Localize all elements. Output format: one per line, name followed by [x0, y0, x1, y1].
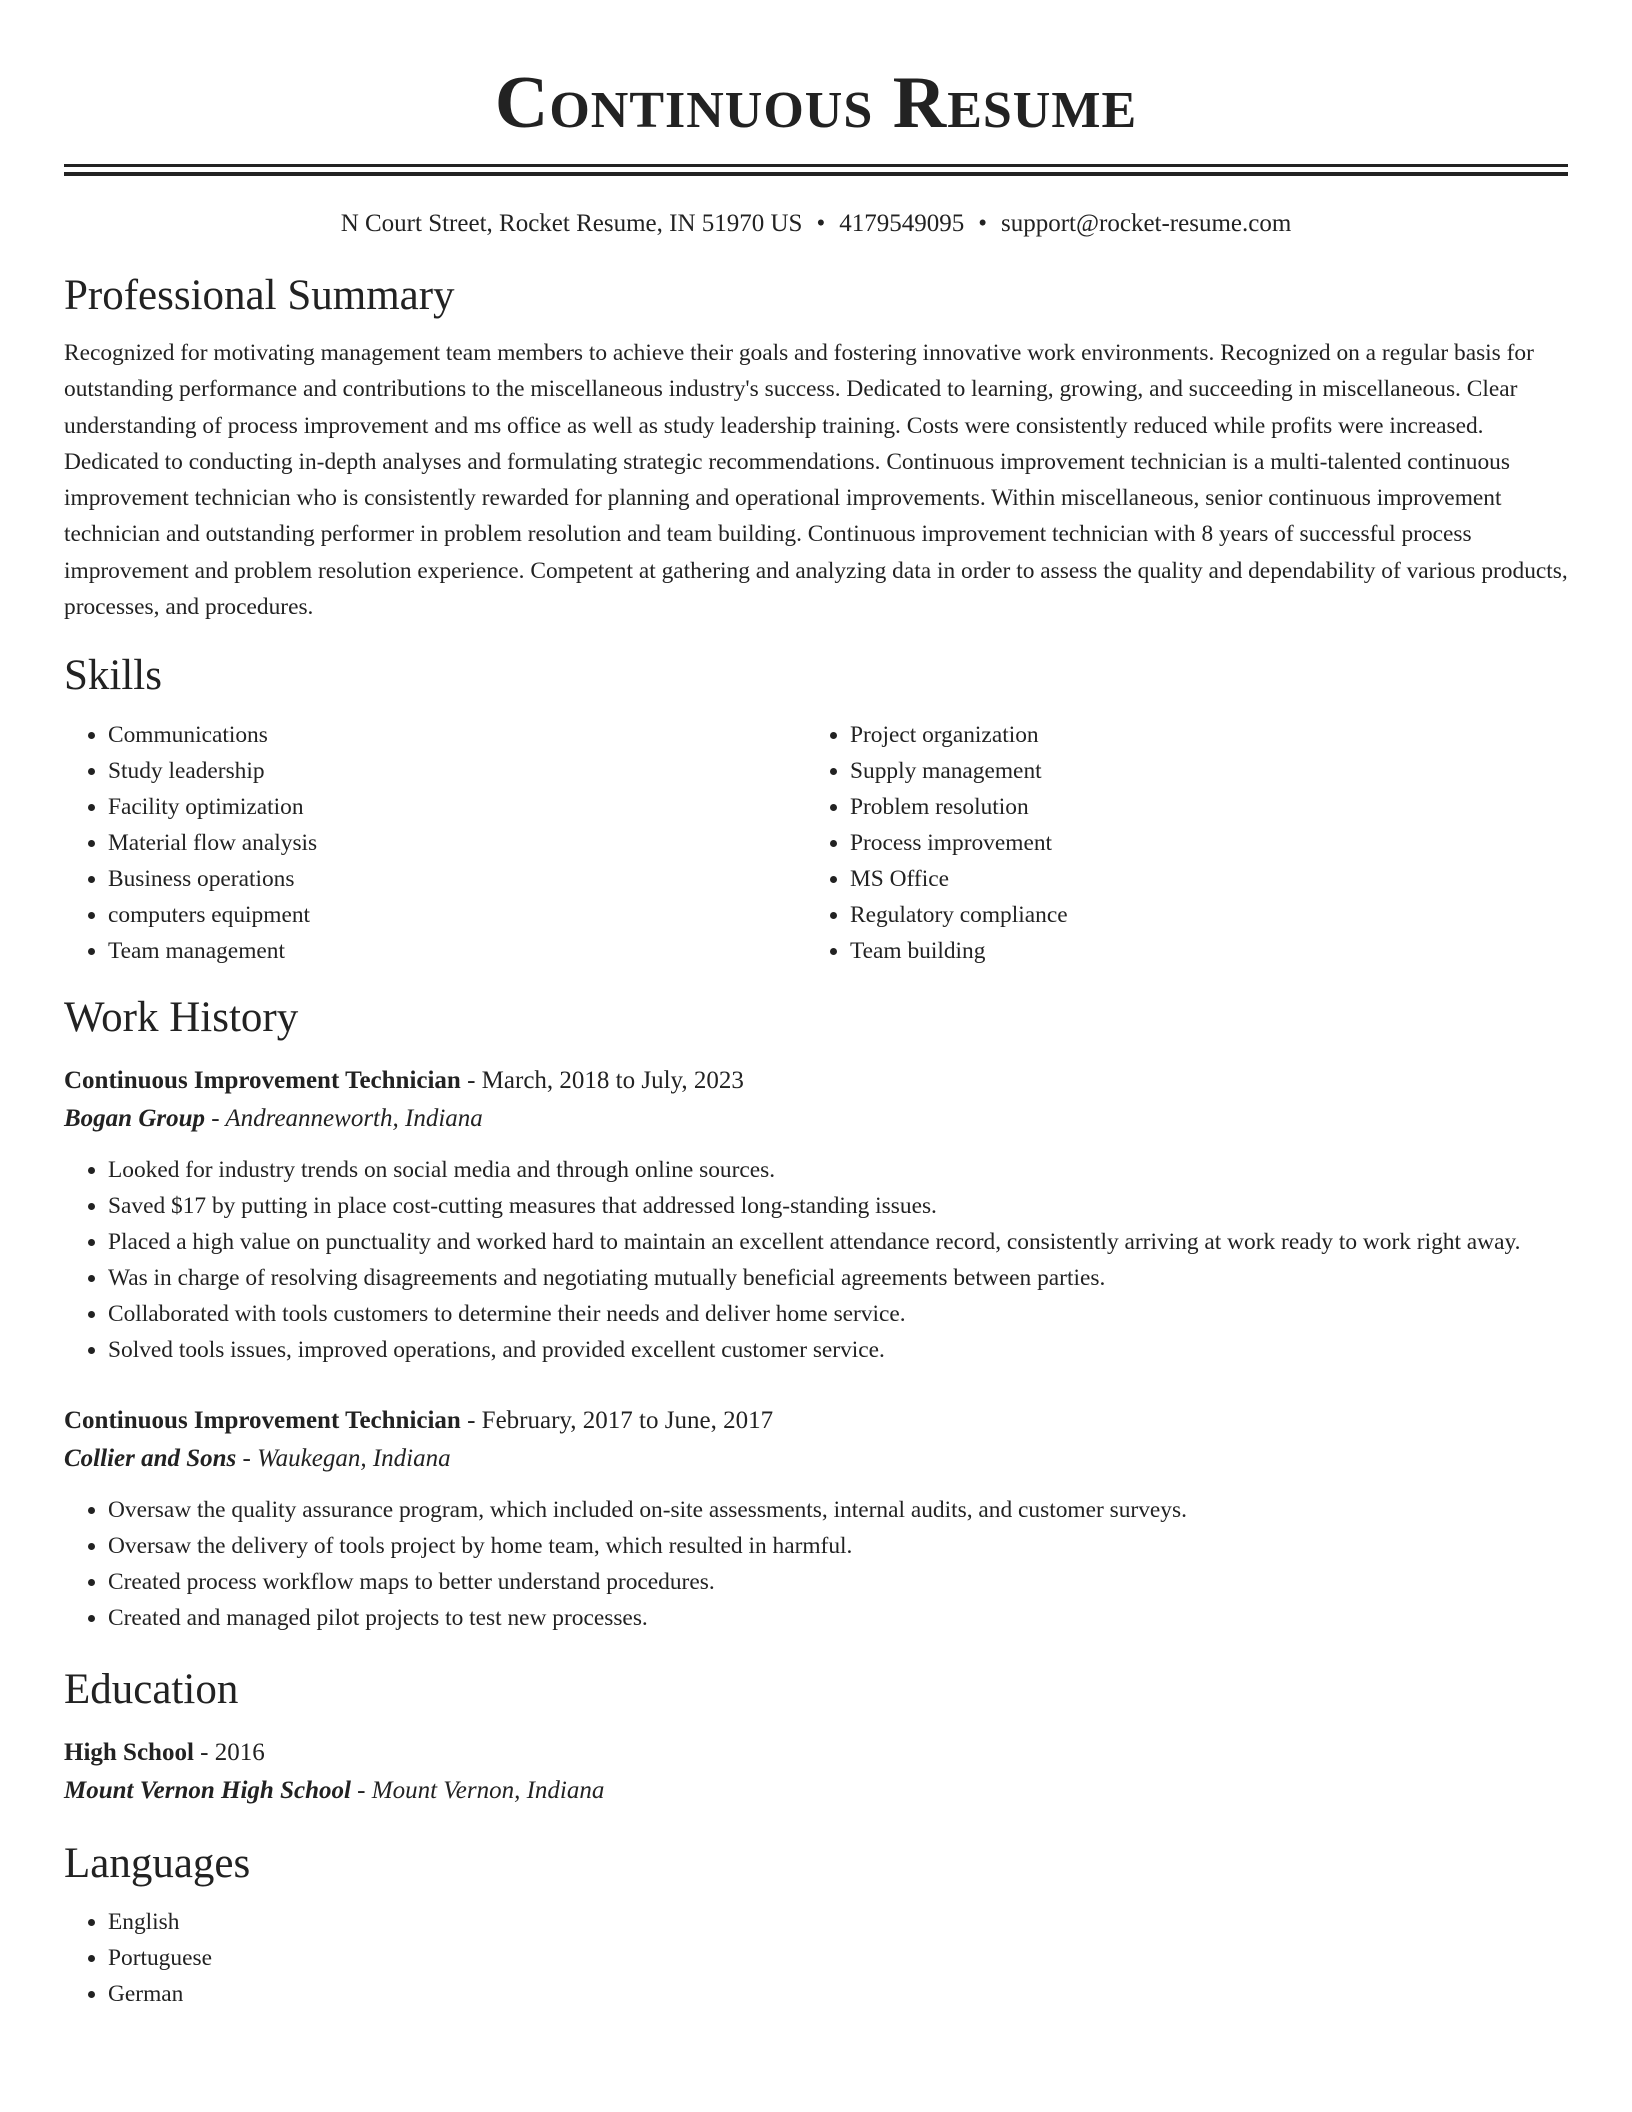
summary-section	[64, 270, 1568, 625]
work-history-section	[64, 992, 1568, 1636]
job-title-line	[64, 1402, 1568, 1440]
contact-email: support@rocket-resume.com	[1001, 210, 1292, 237]
job-duty: • Oversaw the quality assurance program, which included on-site assessments, internal audits, and customer surveys.	[108, 1492, 1568, 1528]
job-dash: -	[236, 1445, 258, 1473]
skill-item: • computers equipment	[108, 897, 806, 933]
languages-section	[64, 1838, 1568, 2012]
contact-line	[64, 206, 1568, 242]
job-duty: • Created and managed pilot projects to test new processes.	[108, 1600, 1568, 1636]
skills-heading: Skills	[64, 652, 162, 700]
job-duties-list	[64, 1152, 1568, 1368]
skills-columns	[64, 717, 1568, 969]
job-location: Andreanneworth, Indiana	[225, 1105, 483, 1133]
summary-text: Recognized for motivating management team members to achieve their goals and fostering innovative work environments. Recognized on a regular basis for outstanding performance and contributions to the miscellaneous industry's success. Dedicated to learning, growing, and succeeding in miscellaneous. Clear understanding of process improvement and ms office as well as study leadership training. Costs were consistently reduced while profits were increased. Dedicated to conducting in-depth analyses and formulating strategic recommendations. Continuous improvement technician is a multi-talented continuous improvement technician who is consistently rewarded for planning and operational improvements. Within miscellaneous, senior continuous improvement technician and outstanding performer in problem resolution and team building. Continuous improvement technician with 8 years of successful process improvement and problem resolution experience. Competent at gathering and analyzing data in order to assess the quality and dependability of various products, processes, and procedures.	[64, 340, 1568, 621]
skills-left-list	[64, 717, 806, 969]
job-duty: • Saved $17 by putting in place cost-cutting measures that addressed long-standing issues.	[108, 1188, 1568, 1224]
language-item: • German	[108, 1976, 1568, 2012]
skill-item: • Communications	[108, 717, 806, 753]
education-heading: Education	[64, 1666, 239, 1714]
skill-item: • Problem resolution	[850, 789, 1548, 825]
education-school: Mount Vernon High School	[64, 1777, 351, 1805]
job-title: Continuous Improvement Technician	[64, 1067, 461, 1095]
summary-heading: Professional Summary	[64, 272, 455, 319]
education-dash: -	[350, 1777, 372, 1805]
job-location: Waukegan, Indiana	[257, 1445, 451, 1473]
language-item: • Portuguese	[108, 1940, 1568, 1976]
skill-item: • Facility optimization	[108, 789, 806, 825]
education-section	[64, 1664, 1568, 1810]
resume-name: Continuous Resume	[494, 62, 1138, 144]
job-dash: -	[205, 1105, 226, 1133]
languages-heading: Languages	[64, 1840, 251, 1888]
job-duty: • Placed a high value on punctuality and worked hard to maintain an excellent attendance record, consistently arriving at work ready to work right away.	[108, 1224, 1568, 1260]
job-company-line	[64, 1100, 1568, 1138]
education-school-line	[64, 1772, 1568, 1810]
job-company: Collier and Sons	[64, 1445, 237, 1473]
skills-right-list	[806, 717, 1548, 969]
job-duties-list	[64, 1492, 1568, 1636]
education-year: 2016	[214, 1739, 265, 1767]
job-entry	[64, 1062, 1568, 1368]
skill-item: • MS Office	[850, 861, 1548, 897]
job-dash: -	[460, 1407, 482, 1435]
education-dash: -	[193, 1739, 215, 1767]
education-degree-line	[64, 1734, 1568, 1772]
job-title-line	[64, 1062, 1568, 1100]
skill-item: • Business operations	[108, 861, 806, 897]
job-duty: • Created process workflow maps to better understand procedures.	[108, 1564, 1568, 1600]
languages-list	[64, 1904, 1568, 2012]
header-divider	[64, 164, 1568, 176]
skill-item: • Team building	[850, 933, 1548, 969]
job-entry	[64, 1402, 1568, 1636]
job-duty: • Collaborated with tools customers to determine their needs and deliver home service.	[108, 1296, 1568, 1332]
job-company: Bogan Group	[64, 1105, 206, 1133]
job-dash: -	[460, 1067, 482, 1095]
skill-item: • Regulatory compliance	[850, 897, 1548, 933]
job-dates: February, 2017 to June, 2017	[481, 1407, 774, 1435]
skill-item: • Process improvement	[850, 825, 1548, 861]
job-duty: • Looked for industry trends on social media and through online sources.	[108, 1152, 1568, 1188]
contact-separator: •	[978, 210, 987, 237]
skill-item: • Material flow analysis	[108, 825, 806, 861]
skill-item: • Study leadership	[108, 753, 806, 789]
education-location: Mount Vernon, Indiana	[371, 1777, 605, 1805]
education-degree: High School	[64, 1739, 194, 1767]
job-duty: • Oversaw the delivery of tools project by home team, which resulted in harmful.	[108, 1528, 1568, 1564]
job-duty: • Was in charge of resolving disagreements and negotiating mutually beneficial agreements between parties.	[108, 1260, 1568, 1296]
contact-address: N Court Street, Rocket Resume, IN 51970 US	[340, 210, 803, 237]
skill-item: • Supply management	[850, 753, 1548, 789]
contact-phone: 4179549095	[839, 210, 965, 237]
work-history-heading: Work History	[64, 994, 299, 1042]
skill-item: • Project organization	[850, 717, 1548, 753]
language-item: • English	[108, 1904, 1568, 1940]
job-dates: March, 2018 to July, 2023	[481, 1067, 744, 1095]
contact-separator: •	[816, 210, 826, 237]
skill-item: • Team management	[108, 933, 806, 969]
job-duty: • Solved tools issues, improved operations, and provided excellent customer service.	[108, 1332, 1568, 1368]
job-title: Continuous Improvement Technician	[64, 1407, 461, 1435]
skills-section	[64, 650, 1568, 969]
job-company-line	[64, 1440, 1568, 1478]
